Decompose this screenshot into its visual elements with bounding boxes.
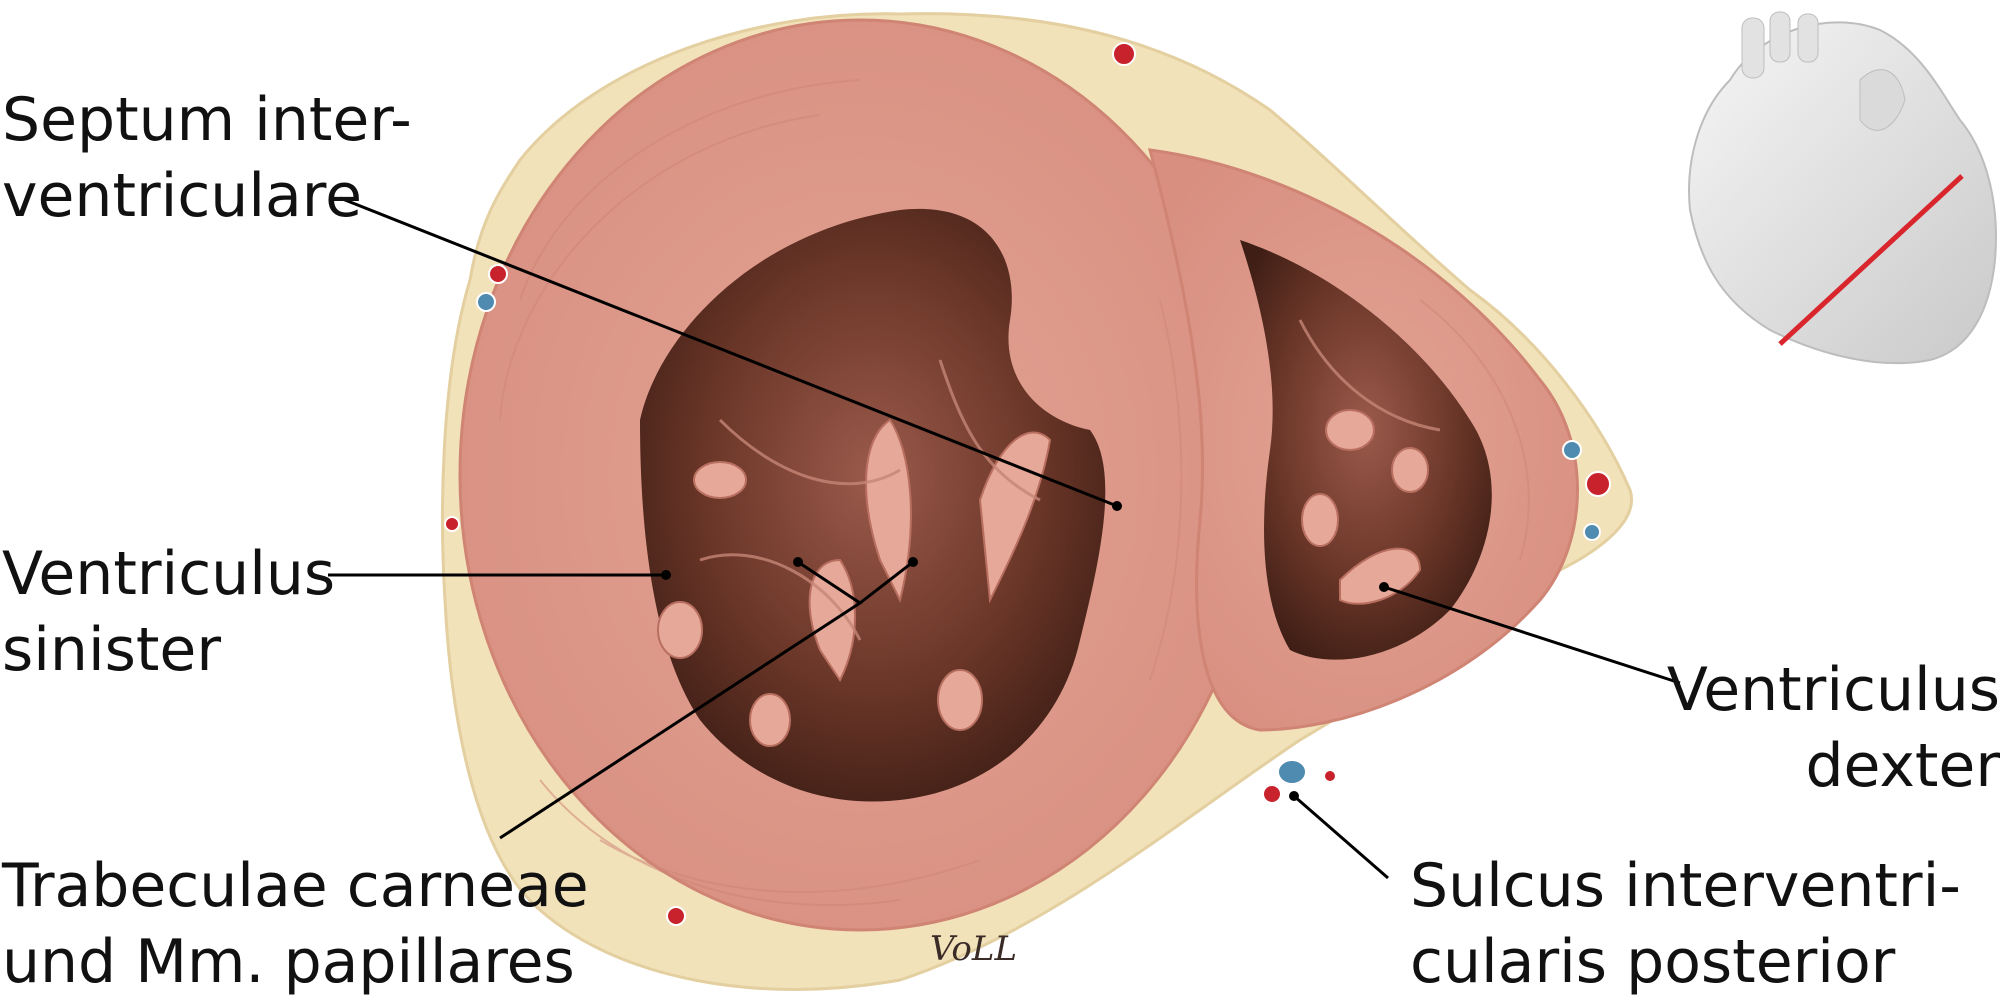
label-ventriculus-sinister-line1: Ventriculus [2, 539, 336, 609]
label-septum-interventriculare [2, 82, 412, 234]
leader-point-trabeculae-2 [908, 557, 918, 567]
label-ventriculus-dexter-line1: Ventriculus [1666, 655, 2000, 725]
label-sulcus-line1: Sulcus interventri- [1410, 851, 1961, 921]
label-ventriculus-dexter [1667, 652, 2000, 804]
label-ventriculus-sinister-line2: sinister [2, 615, 221, 685]
orientation-heart-icon [1689, 12, 1996, 363]
label-ventriculus-dexter-line2: dexter [1805, 731, 2000, 801]
label-ventriculus-sinister [2, 536, 335, 688]
leader-point-ventriculus-sinister [661, 570, 671, 580]
leader-line-sulcus [1294, 796, 1388, 878]
artist-signature: VoLL [930, 929, 1018, 969]
leader-point-septum [1112, 501, 1122, 511]
label-sulcus-interventricularis [1410, 848, 1961, 1000]
label-septum-line1: Septum inter- [2, 85, 412, 155]
leader-point-ventriculus-dexter [1379, 582, 1389, 592]
label-sulcus-line2: cularis posterior [1410, 927, 1896, 997]
leader-point-sulcus [1289, 791, 1299, 801]
label-trabeculae-line2: und Mm. papillares [2, 927, 575, 997]
label-trabeculae-line1: Trabeculae carneae [2, 851, 589, 921]
leader-point-trabeculae-1 [793, 557, 803, 567]
label-septum-line2: ventriculare [2, 161, 363, 231]
label-trabeculae-carneae [2, 848, 589, 1000]
